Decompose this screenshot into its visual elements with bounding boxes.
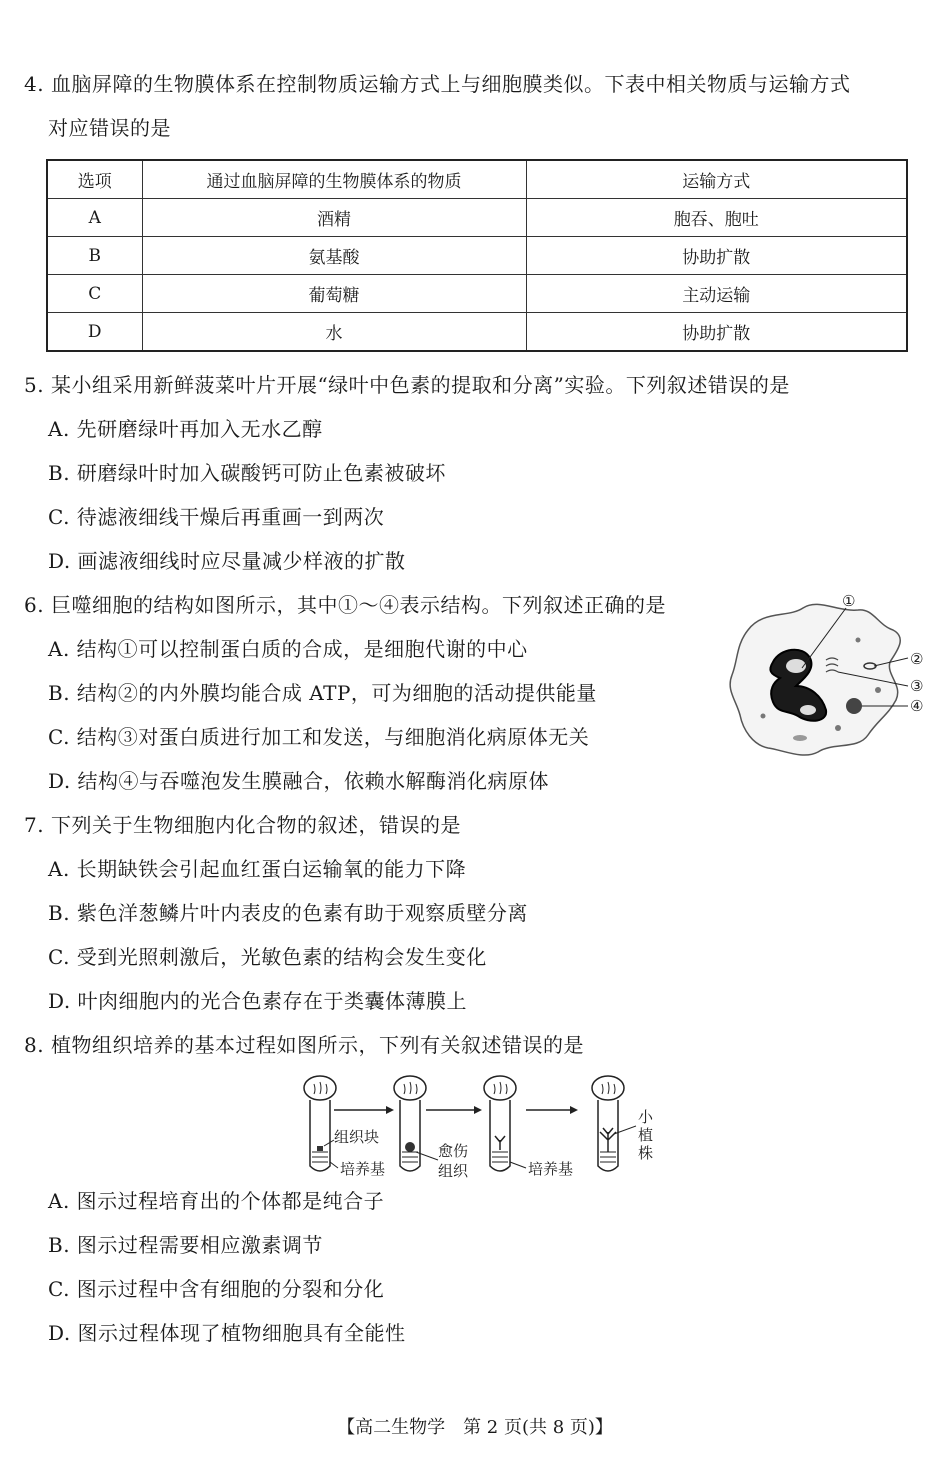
table-cell: C [47, 275, 142, 313]
q7-option-c: C. 受到光照刺激后，光敏色素的结构会发生变化 [48, 945, 487, 969]
table-row [47, 313, 907, 352]
table-row [47, 237, 907, 275]
q6-stem: 6. 巨噬细胞的结构如图所示，其中①～④表示结构。下列叙述正确的是 [24, 593, 666, 617]
figure-label-1: ① [842, 592, 856, 610]
table-cell: B [47, 237, 142, 275]
test-tube-1 [304, 1076, 336, 1171]
label-medium-2: 培养基 [528, 1160, 574, 1178]
q6-option-d: D. 结构④与吞噬泡发生膜融合，依赖水解酶消化病原体 [48, 769, 550, 793]
test-tube-2 [394, 1076, 426, 1171]
label-medium-1: 培养基 [340, 1160, 386, 1178]
table-row [47, 275, 907, 313]
q4-stem-line1: 4. 血脑屏障的生物膜体系在控制物质运输方式上与细胞膜类似。下表中相关物质与运输方式 [24, 72, 851, 96]
page-footer: 【高二生物学 第 2 页(共 8 页)】 [337, 1417, 613, 1438]
figure-label-3: ③ [910, 677, 924, 695]
macrophage-figure [718, 590, 930, 768]
table-cell: 协助扩散 [526, 313, 907, 352]
q4-stem-line2: 对应错误的是 [48, 116, 171, 140]
q7-stem: 7. 下列关于生物细胞内化合物的叙述，错误的是 [24, 813, 461, 837]
table-row [47, 199, 907, 237]
q5-option-a: A. 先研磨绿叶再加入无水乙醇 [48, 417, 323, 441]
figure-label-2: ② [910, 650, 924, 668]
table-cell: 酒精 [142, 199, 526, 237]
table-cell: 协助扩散 [526, 237, 907, 275]
q5-option-d: D. 画滤液细线时应尽量减少样液的扩散 [48, 549, 406, 573]
q7-option-b: B. 紫色洋葱鳞片叶内表皮的色素有助于观察质壁分离 [48, 901, 528, 925]
figure-label-4: ④ [910, 697, 924, 715]
label-callus-2: 组织 [438, 1162, 469, 1180]
q6-option-b: B. 结构②的内外膜均能合成 ATP，可为细胞的活动提供能量 [48, 681, 597, 705]
q6-option-c: C. 结构③对蛋白质进行加工和发送，与细胞消化病原体无关 [48, 725, 590, 749]
table-header-cell: 选项 [47, 160, 142, 199]
label-plant-2: 植 [638, 1126, 654, 1144]
tissue-culture-figure [290, 1070, 670, 1186]
table-cell: A [47, 199, 142, 237]
q8-stem: 8. 植物组织培养的基本过程如图所示，下列有关叙述错误的是 [24, 1033, 584, 1057]
table-header-cell: 运输方式 [526, 160, 907, 199]
q8-option-d: D. 图示过程体现了植物细胞具有全能性 [48, 1321, 406, 1345]
q7-option-a: A. 长期缺铁会引起血红蛋白运输氧的能力下降 [48, 857, 467, 881]
q5-option-c: C. 待滤液细线干燥后再重画一到两次 [48, 505, 385, 529]
label-plant-3: 株 [638, 1144, 654, 1162]
q4-table [46, 159, 908, 352]
q6-option-a: A. 结构①可以控制蛋白质的合成，是细胞代谢的中心 [48, 637, 528, 661]
table-cell: 氨基酸 [142, 237, 526, 275]
table-cell: 胞吞、胞吐 [526, 199, 907, 237]
q8-option-b: B. 图示过程需要相应激素调节 [48, 1233, 323, 1257]
label-callus-1: 愈伤 [438, 1142, 469, 1160]
q7-option-d: D. 叶肉细胞内的光合色素存在于类囊体薄膜上 [48, 989, 468, 1013]
q5-stem: 5. 某小组采用新鲜菠菜叶片开展“绿叶中色素的提取和分离”实验。下列叙述错误的是 [24, 373, 790, 397]
table-cell: 主动运输 [526, 275, 907, 313]
q5-option-b: B. 研磨绿叶时加入碳酸钙可防止色素被破坏 [48, 461, 446, 485]
label-plant-1: 小 [638, 1108, 654, 1126]
q8-option-c: C. 图示过程中含有细胞的分裂和分化 [48, 1277, 385, 1301]
table-cell: 水 [142, 313, 526, 352]
table-cell: D [47, 313, 142, 352]
table-header-row [47, 160, 907, 199]
table-cell: 葡萄糖 [142, 275, 526, 313]
lysosome [846, 698, 862, 714]
q8-option-a: A. 图示过程培育出的个体都是纯合子 [48, 1189, 385, 1213]
table-header-cell: 通过血脑屏障的生物膜体系的物质 [142, 160, 526, 199]
label-tissue: 组织块 [334, 1128, 380, 1146]
test-tube-4 [592, 1076, 624, 1171]
test-tube-3 [484, 1076, 516, 1171]
